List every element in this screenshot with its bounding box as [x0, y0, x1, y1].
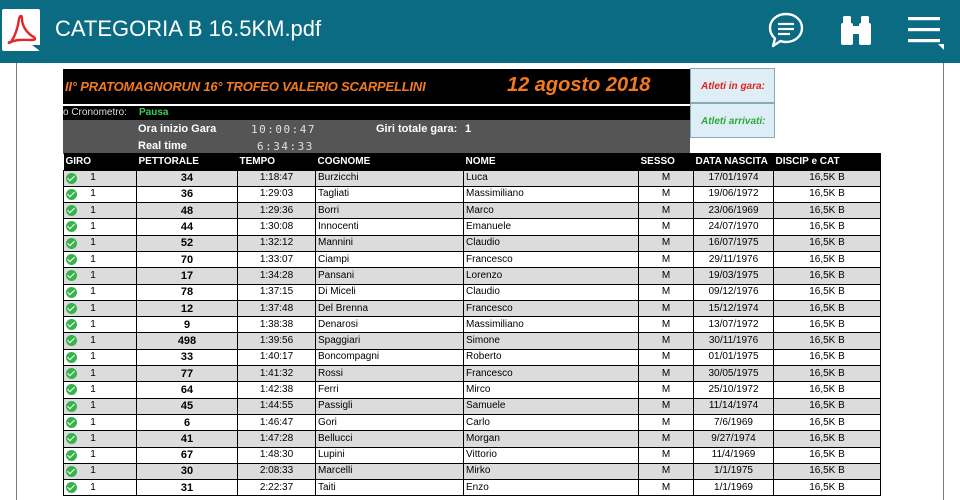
table-row: [64, 317, 881, 333]
cell-sesso: M: [639, 333, 694, 349]
cell-nome: Luca: [464, 170, 639, 186]
cell-discip-cat: 16,5K B: [774, 219, 881, 235]
cell-tempo: 1:39:56: [238, 333, 316, 349]
header-tempo: TEMPO: [238, 153, 316, 170]
menu-icon: [904, 10, 944, 50]
cell-nome: Simone: [464, 333, 639, 349]
cell-discip-cat: 16,5K B: [774, 431, 881, 447]
ora-inizio-label: Ora inizio Gara: [138, 123, 217, 135]
cell-pettorale: 52: [137, 235, 238, 251]
race-banner: [63, 69, 690, 104]
cell-nome: Mirko: [464, 463, 639, 479]
cell-cognome: Marcelli: [316, 463, 464, 479]
cell-nome: Claudio: [464, 235, 639, 251]
cell-tempo: 1:30:08: [238, 219, 316, 235]
check-icon: [66, 335, 77, 346]
cell-sesso: M: [639, 349, 694, 365]
giro-value: 1: [90, 237, 96, 249]
cell-tempo: 1:38:38: [238, 317, 316, 333]
cell-cognome: Rossi: [316, 366, 464, 382]
giro-value: 1: [90, 449, 96, 461]
cell-discip-cat: 16,5K B: [774, 251, 881, 267]
binoculars-icon: [838, 12, 874, 48]
header-nome: NOME: [464, 153, 639, 170]
race-info-box: [63, 120, 690, 154]
table-row: [64, 300, 881, 316]
cell-cognome: Burzicchi: [316, 170, 464, 186]
check-icon: [66, 254, 77, 265]
cell-cognome: Mannini: [316, 235, 464, 251]
check-icon: [66, 238, 77, 249]
cell-cognome: Spaggiari: [316, 333, 464, 349]
giro-value: 1: [90, 367, 96, 379]
atleti-arrivati-label: Atleti arrivati:: [701, 116, 766, 127]
cell-cognome: Denarosi: [316, 317, 464, 333]
check-icon: [66, 368, 77, 379]
cell-cognome: Passigli: [316, 398, 464, 414]
cell-data-nascita: 7/6/1969: [694, 414, 774, 430]
cell-giro: [64, 480, 137, 496]
table-row: [64, 398, 881, 414]
cell-tempo: 1:47:28: [238, 431, 316, 447]
cell-discip-cat: 16,5K B: [774, 333, 881, 349]
giri-totale-label: Giri totale gara:: [376, 123, 458, 135]
check-icon: [66, 352, 77, 363]
table-row: [64, 447, 881, 463]
cell-data-nascita: 29/11/1976: [694, 251, 774, 267]
cell-sesso: M: [639, 300, 694, 316]
menu-button[interactable]: [902, 8, 946, 52]
giri-totale-value: 1: [465, 123, 472, 135]
cell-discip-cat: 16,5K B: [774, 447, 881, 463]
cell-tempo: 1:48:30: [238, 447, 316, 463]
check-icon: [66, 303, 77, 314]
cell-sesso: M: [639, 186, 694, 202]
header-discip-cat: DISCIP e CAT: [774, 153, 881, 170]
cell-tempo: 2:08:33: [238, 463, 316, 479]
table-row: [64, 333, 881, 349]
cell-giro: [64, 463, 137, 479]
cell-sesso: M: [639, 235, 694, 251]
cell-giro: [64, 251, 137, 267]
check-icon: [66, 401, 77, 412]
cell-data-nascita: 24/07/1970: [694, 219, 774, 235]
cell-discip-cat: 16,5K B: [774, 414, 881, 430]
table-row: [64, 284, 881, 300]
cell-giro: [64, 366, 137, 382]
cell-giro: [64, 186, 137, 202]
cell-tempo: 1:44:55: [238, 398, 316, 414]
cell-data-nascita: 25/10/1972: [694, 382, 774, 398]
giro-value: 1: [90, 188, 96, 200]
cell-discip-cat: 16,5K B: [774, 284, 881, 300]
search-button[interactable]: [834, 8, 878, 52]
cell-pettorale: 33: [137, 349, 238, 365]
cell-cognome: Bellucci: [316, 431, 464, 447]
cell-nome: Morgan: [464, 431, 639, 447]
cell-giro: [64, 284, 137, 300]
cell-cognome: Innocenti: [316, 219, 464, 235]
cell-data-nascita: 01/01/1975: [694, 349, 774, 365]
cell-nome: Massimiliano: [464, 317, 639, 333]
comment-icon: [766, 10, 806, 50]
real-time-label: Real time: [138, 140, 187, 152]
giro-value: 1: [90, 465, 96, 477]
cell-pettorale: 31: [137, 480, 238, 496]
cell-pettorale: 45: [137, 398, 238, 414]
cell-data-nascita: 23/06/1969: [694, 203, 774, 219]
cell-nome: Lorenzo: [464, 268, 639, 284]
cell-data-nascita: 19/03/1975: [694, 268, 774, 284]
check-icon: [66, 417, 77, 428]
check-icon: [66, 205, 77, 216]
check-icon: [66, 319, 77, 330]
table-row: [64, 414, 881, 430]
cell-nome: Francesco: [464, 251, 639, 267]
cell-data-nascita: 30/11/1976: [694, 333, 774, 349]
race-title: II° PRATOMAGNORUN 16° TROFEO VALERIO SCARPELLINI: [65, 79, 426, 94]
cell-tempo: 2:22:37: [238, 480, 316, 496]
cell-sesso: M: [639, 170, 694, 186]
app-bar: [0, 0, 960, 63]
cell-sesso: M: [639, 284, 694, 300]
check-icon: [66, 270, 77, 281]
cell-data-nascita: 16/07/1975: [694, 235, 774, 251]
cronometro-label: o Cronometro:: [63, 107, 127, 118]
cell-cognome: Gori: [316, 414, 464, 430]
cell-data-nascita: 19/06/1972: [694, 186, 774, 202]
cell-giro: [64, 268, 137, 284]
cell-nome: Francesco: [464, 300, 639, 316]
cell-giro: [64, 414, 137, 430]
table-row: [64, 480, 881, 496]
cell-giro: [64, 219, 137, 235]
check-icon: [66, 466, 77, 477]
cell-data-nascita: 11/14/1974: [694, 398, 774, 414]
pdf-icon: [2, 9, 40, 51]
ora-inizio-value: 10:00:47: [251, 123, 316, 136]
atleti-arrivati-box: [690, 103, 775, 138]
cell-tempo: 1:34:28: [238, 268, 316, 284]
table-header-row: [64, 153, 881, 170]
giro-value: 1: [90, 302, 96, 314]
document-title: CATEGORIA B 16.5KM.pdf: [55, 16, 322, 41]
table-row: [64, 366, 881, 382]
cell-pettorale: 70: [137, 251, 238, 267]
cell-data-nascita: 17/01/1974: [694, 170, 774, 186]
cell-sesso: M: [639, 480, 694, 496]
cell-sesso: M: [639, 414, 694, 430]
atleti-in-gara-label: Atleti in gara:: [701, 81, 765, 92]
check-icon: [66, 482, 77, 493]
cell-nome: Carlo: [464, 414, 639, 430]
check-icon: [66, 287, 77, 298]
cell-pettorale: 12: [137, 300, 238, 316]
cell-discip-cat: 16,5K B: [774, 170, 881, 186]
table-row: [64, 268, 881, 284]
cell-pettorale: 6: [137, 414, 238, 430]
cell-discip-cat: 16,5K B: [774, 186, 881, 202]
giro-value: 1: [90, 432, 96, 444]
cell-giro: [64, 382, 137, 398]
giro-value: 1: [90, 204, 96, 216]
giro-value: 1: [90, 400, 96, 412]
cell-giro: [64, 398, 137, 414]
cell-data-nascita: 9/27/1974: [694, 431, 774, 447]
cell-data-nascita: 1/1/1969: [694, 480, 774, 496]
cell-cognome: Di Miceli: [316, 284, 464, 300]
cell-nome: Roberto: [464, 349, 639, 365]
cell-sesso: M: [639, 203, 694, 219]
cell-pettorale: 77: [137, 366, 238, 382]
cell-pettorale: 48: [137, 203, 238, 219]
cell-pettorale: 64: [137, 382, 238, 398]
cell-tempo: 1:37:48: [238, 300, 316, 316]
giro-value: 1: [90, 481, 96, 493]
cell-nome: Claudio: [464, 284, 639, 300]
giro-value: 1: [90, 351, 96, 363]
table-row: [64, 251, 881, 267]
cell-discip-cat: 16,5K B: [774, 349, 881, 365]
cell-discip-cat: 16,5K B: [774, 235, 881, 251]
cell-nome: Marco: [464, 203, 639, 219]
cell-cognome: Tagliati: [316, 186, 464, 202]
cell-giro: [64, 333, 137, 349]
cell-sesso: M: [639, 219, 694, 235]
header-cognome: COGNOME: [316, 153, 464, 170]
cell-sesso: M: [639, 382, 694, 398]
cell-giro: [64, 349, 137, 365]
check-icon: [66, 450, 77, 461]
cell-tempo: 1:37:15: [238, 284, 316, 300]
cell-discip-cat: 16,5K B: [774, 366, 881, 382]
cell-cognome: Borri: [316, 203, 464, 219]
cell-discip-cat: 16,5K B: [774, 317, 881, 333]
cell-data-nascita: 11/4/1969: [694, 447, 774, 463]
cell-nome: Francesco: [464, 366, 639, 382]
cell-sesso: M: [639, 398, 694, 414]
cell-giro: [64, 447, 137, 463]
cell-tempo: 1:40:17: [238, 349, 316, 365]
cell-cognome: Ferri: [316, 382, 464, 398]
real-time-value: 6:34:33: [257, 140, 314, 153]
cell-cognome: Pansani: [316, 268, 464, 284]
header-data-nascita: DATA NASCITA: [694, 153, 774, 170]
cell-data-nascita: 09/12/1976: [694, 284, 774, 300]
cell-giro: [64, 431, 137, 447]
cell-tempo: 1:33:07: [238, 251, 316, 267]
cell-sesso: M: [639, 463, 694, 479]
cronometro-status: Pausa: [139, 107, 169, 118]
table-row: [64, 235, 881, 251]
check-icon: [66, 173, 77, 184]
cell-giro: [64, 317, 137, 333]
cell-tempo: 1:41:32: [238, 366, 316, 382]
check-icon: [66, 433, 77, 444]
cell-pettorale: 30: [137, 463, 238, 479]
cell-discip-cat: 16,5K B: [774, 480, 881, 496]
cell-tempo: 1:29:36: [238, 203, 316, 219]
cell-data-nascita: 13/07/1972: [694, 317, 774, 333]
cell-nome: Samuele: [464, 398, 639, 414]
table-row: [64, 203, 881, 219]
cell-pettorale: 41: [137, 431, 238, 447]
cell-nome: Emanuele: [464, 219, 639, 235]
cell-tempo: 1:29:03: [238, 186, 316, 202]
cell-giro: [64, 235, 137, 251]
table-row: [64, 349, 881, 365]
cell-pettorale: 498: [137, 333, 238, 349]
cell-pettorale: 67: [137, 447, 238, 463]
cell-discip-cat: 16,5K B: [774, 203, 881, 219]
table-row: [64, 170, 881, 186]
table-row: [64, 382, 881, 398]
cell-nome: Vittorio: [464, 447, 639, 463]
cell-sesso: M: [639, 317, 694, 333]
check-icon: [66, 189, 77, 200]
cell-giro: [64, 300, 137, 316]
table-row: [64, 219, 881, 235]
cell-pettorale: 9: [137, 317, 238, 333]
cell-cognome: Del Brenna: [316, 300, 464, 316]
cell-sesso: M: [639, 366, 694, 382]
check-icon: [66, 384, 77, 395]
cell-discip-cat: 16,5K B: [774, 382, 881, 398]
giro-value: 1: [90, 384, 96, 395]
header-pettorale: PETTORALE: [137, 153, 238, 170]
cell-tempo: 1:46:47: [238, 414, 316, 430]
giro-value: 1: [90, 253, 96, 265]
check-icon: [66, 221, 77, 232]
cell-data-nascita: 1/1/1975: [694, 463, 774, 479]
cell-sesso: M: [639, 268, 694, 284]
cell-data-nascita: 30/05/1975: [694, 366, 774, 382]
giro-value: 1: [90, 172, 96, 184]
cell-discip-cat: 16,5K B: [774, 268, 881, 284]
cell-nome: Massimiliano: [464, 186, 639, 202]
header-giro: GIRO: [64, 153, 137, 170]
cell-pettorale: 36: [137, 186, 238, 202]
cell-giro: [64, 170, 137, 186]
race-date: 12 agosto 2018: [507, 74, 651, 96]
cell-cognome: Taiti: [316, 480, 464, 496]
cell-pettorale: 17: [137, 268, 238, 284]
cell-pettorale: 78: [137, 284, 238, 300]
giro-value: 1: [90, 416, 96, 428]
cell-giro: [64, 203, 137, 219]
cell-sesso: M: [639, 431, 694, 447]
cell-pettorale: 44: [137, 219, 238, 235]
cell-discip-cat: 16,5K B: [774, 463, 881, 479]
cell-tempo: 1:18:47: [238, 170, 316, 186]
table-row: [64, 463, 881, 479]
cell-data-nascita: 15/12/1974: [694, 300, 774, 316]
atleti-in-gara-box: [690, 68, 775, 103]
cell-discip-cat: 16,5K B: [774, 398, 881, 414]
cell-nome: Mirco: [464, 382, 639, 398]
cell-tempo: 1:42:38: [238, 382, 316, 398]
cell-cognome: Boncompagni: [316, 349, 464, 365]
cell-sesso: M: [639, 251, 694, 267]
giro-value: 1: [90, 335, 96, 347]
results-table: [63, 153, 881, 496]
giro-value: 1: [90, 286, 96, 298]
table-row: [64, 431, 881, 447]
header-sesso: SESSO: [639, 153, 694, 170]
giro-value: 1: [90, 221, 96, 233]
table-row: [64, 186, 881, 202]
cell-tempo: 1:32:12: [238, 235, 316, 251]
giro-value: 1: [90, 269, 96, 281]
cell-cognome: Lupini: [316, 447, 464, 463]
cell-cognome: Ciampi: [316, 251, 464, 267]
cell-pettorale: 34: [137, 170, 238, 186]
cell-discip-cat: 16,5K B: [774, 300, 881, 316]
cell-nome: Enzo: [464, 480, 639, 496]
cell-sesso: M: [639, 447, 694, 463]
giro-value: 1: [90, 318, 96, 330]
cronometro-bar: [63, 106, 690, 120]
comment-button[interactable]: [764, 8, 808, 52]
